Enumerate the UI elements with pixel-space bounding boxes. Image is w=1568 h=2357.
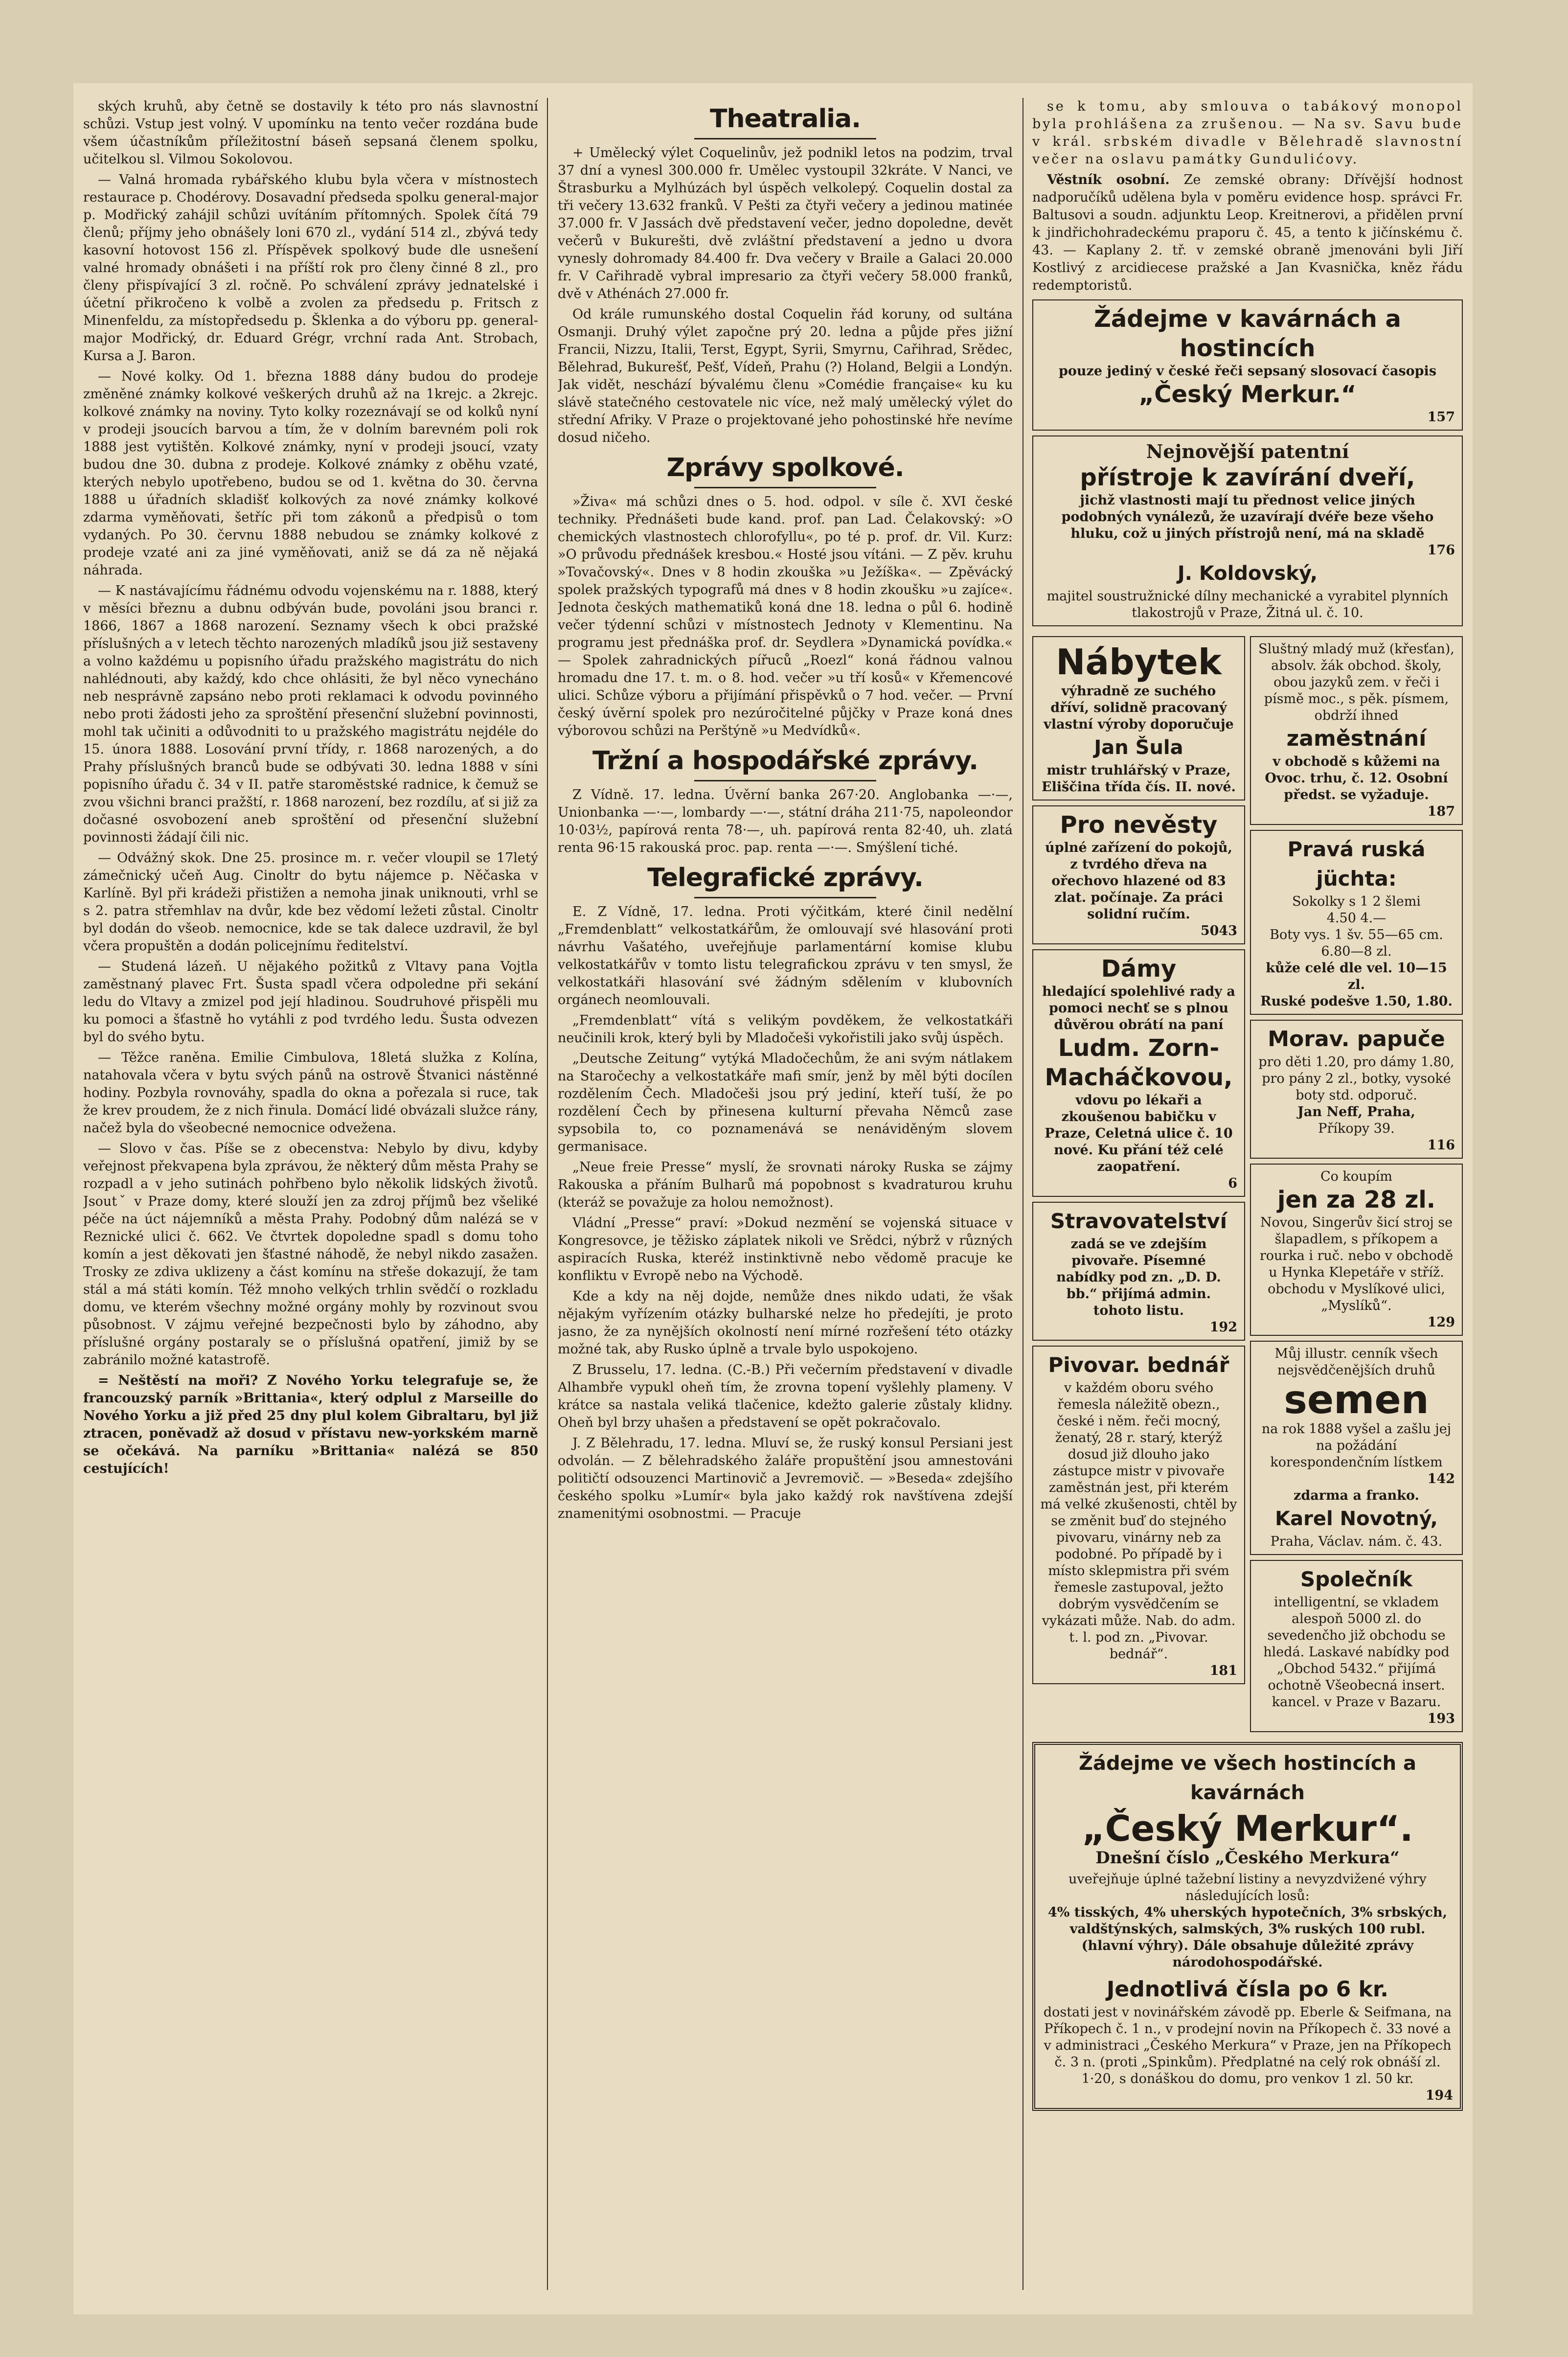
ad-number: 116 [1427, 1138, 1455, 1153]
ad-text: kůže celé dle vel. 10—15 zl. [1266, 961, 1447, 992]
ad-text: dostati jest v novinářském závodě pp. Eberle & Seifmana, na Příkopech č. 1 n., v prodejní novin na Příkopech č. 33 nové a v administraci „Českého Merkura“ v Praze, jen na Příkopech č. 3 n. (proti „Spinkům). Předplatné na celý rok obnáší zl. 1·20, s donáškou do domu, pro venkov 1 zl. 50 kr. [1043, 2005, 1452, 2086]
ad-number: 192 [1209, 1320, 1237, 1335]
ad-nabytek [1032, 636, 1245, 801]
ad-headline: Nejnovější patentní [1146, 440, 1349, 462]
ad-text: jichž vlastnosti mají tu přednost velice jiných podobných vynálezů, že uzavírají dvéře beze všeho hluku, což u jiných přístrojů není, má na skladě [1061, 493, 1434, 541]
article-paragraph: Kde a kdy na něj dojde, nemůže dnes nikdo udati, že však nějakým vyřízením otázky bulharské nelze ho předejíti, je proto jasno, že za nynějších okolností není mírné rozřešení této otázky možné tak, aby Rusko úplně a trvale bylo uspokojeno. [558, 1289, 1013, 1357]
ad-text: Novou, Singerův šicí stroj se šlapadlem, s příkopem a rourka i ruč. nebo v obchodě u Hynka Klepetáře v stříž. obchodu v Myslíkové ulici, „Myslíků“. [1259, 1215, 1454, 1313]
section-heading: Theatralia. [558, 102, 1013, 139]
ad-text: zdarma a franko. [1294, 1488, 1419, 1503]
ad-text: výhradně ze suchého dříví, solidně pracovaný vlastní výroby doporučuje [1044, 684, 1234, 732]
article-paragraph: — K nastávajícímu řádnému odvodu vojenskému na r. 1888, který v měsíci březnu a dubnu odbýván bude, povoláni jsou branci r. 1866, 1867 a 1868 narození. Seznamy všech k obci pražské příslušných a v letech těchto narozených mladíků jsou již sestaveny a volno každému u popisního úřadu pražského magistrátu do nich nahlédnouti, aby každý, kdo chce ohlásiti, že byl něco vynecháno neb nesprávně zapsáno nebo proti reklamaci k odvodu povinného nebo proti žádosti jeho za sproštění přesenční služební povinnosti, mohl tak učiniti a odůvodniti to u pražského magistrátu nejdéle do 15. února 1888. Losování první třídy, r. 1868 narozených, a do Prahy příslušných branců bude se odbývati 30. ledna 1888 v síni popisního úřadu č. 34 v II. patře staroměstské radnice, k čemuž se zvou všichni branci pražští, r. 1868 narození, bez rozdílu, ať si již za dočasné osvobození aneb sproštění od přesenční služební povinnosti žádají čili nic. [83, 583, 538, 845]
ad-juchta [1250, 830, 1463, 1015]
ad-big: zaměstnání [1286, 726, 1427, 751]
ad-text: pouze jediný v české řeči sepsaný slosovací časopis [1058, 364, 1437, 379]
ad-big: Morav. papuče [1268, 1027, 1445, 1052]
column-middle [558, 98, 1013, 2290]
ad-big: Nábytek [1056, 641, 1222, 683]
ad-number: 142 [1427, 1471, 1455, 1487]
article-paragraph: J. Z Bělehradu, 17. ledna. Mluví se, že ruský konsul Persiani jest odvolán. — Z bělehradského žaláře propuštění jsou amnestováni političtí odsouzenci Martinovič a Jevremovič. — »Beseda« zdejšího českého spolku »Lumír« byla jako každý rok navštívena zdejší znamenitými osobnostmi. — Pracuje [558, 1436, 1013, 1521]
vestnik-text: Ze zemské obrany: Dřívější hodnost nadporučíků udělena byla v poměru evidence hosp. správci Fr. Baltusovi a soudn. adjunktu Leop. Kreitnerovi, a přidělen první k jindřichohradeckému praporu č. 45, a tento k jičínskému č. 43. — Kaplany 2. tř. v zemské obraně jmenováni byli Jiří Kostlivý z arcidiecese pražské a Jan Kvasnička, kněz řádu redemptoristů. [1032, 172, 1463, 293]
section-heading: Tržní a hospodářské zprávy. [558, 744, 1013, 781]
ad-text: Sluštný mladý muž (křesťan), absolv. žák obchod. školy, obou jazyků zem. v řeči i písmě moc., s pěk. písmem, obdrží ihned [1258, 641, 1454, 723]
article-paragraph: Z Brusselu, 17. ledna. (C.-B.) Při večerním představení v divadle Alhambře vypukl oheň tím, že zrovna topení vyšlehly plameny. V krátce sa nastala veliká tlačenice, kdežto galerie zůstaly klidny. Oheň byl brzy uhašen a představení se opět pokračovalo. [558, 1362, 1013, 1430]
ad-big: přístroje k zavírání dveří, [1080, 464, 1415, 491]
ad-bednar [1032, 1346, 1245, 1684]
ad-number: 6 [1228, 1176, 1237, 1191]
ad-text: zadá se ve zdejším pivovaře. Písemné nabídky pod zn. „D. D. bb.“ přijímá admin. tohoto listu. [1056, 1236, 1221, 1318]
ad-nevesty [1032, 805, 1245, 944]
ad-name: J. Koldovský, [1177, 562, 1318, 585]
ad-text: pro děti 1.20, pro dámy 1.80, pro pány 2 zl., botky, vysoké boty std. odporuč. [1258, 1054, 1454, 1103]
article-paragraph: Z Vídně. 17. ledna. Úvěrní banka 267·20. Anglobanka —·—, Unionbanka —·—, lombardy —·—, státní dráha 211·75, napoleondor 10·03½, papírová renta 78·—, uh. papírová renta 82·40, uh. zlatá renta 96·15 rakouská proc. pap. renta —·—. Smýšlení tiché. [558, 787, 1013, 855]
ad-big: Pro nevěsty [1060, 811, 1218, 839]
ad-big: Dámy [1101, 955, 1177, 983]
article-paragraph: — Odvážný skok. Dne 25. prosince m. r. večer vloupil se 17letý zámečnický učeň Aug. Cinoltr do bytu nájemce p. Něčaska v Karlíně. Byl při krádeži přistižen a nemoha jinak uniknouti, vrhl se s 2. patra střemhlav na dvůr, kde bez vědomí ležeti zůstal. Cinoltr byl dodán do všeob. nemocnice, kde se tak dalece uzdravil, že byl včera propuštěn a dodán policejnímu ředitelství. [83, 850, 538, 954]
ad-big: semen [1284, 1377, 1429, 1422]
ad-spolecnik [1250, 1560, 1463, 1732]
newspaper-page [73, 83, 1473, 2314]
column-rule [547, 98, 548, 2290]
ad-number: 129 [1427, 1315, 1455, 1330]
ad-text: Můj illustr. cenník všech nejsvědčenějších druhů [1274, 1346, 1438, 1378]
ad-headline: Žádejme v kavárnách a hostincích [1094, 305, 1401, 362]
ad-name: Jan Šula [1094, 736, 1183, 759]
ad-text: uveřejňuje úplné tažební listiny a nevyzdvižené výhry následujících losů: [1068, 1872, 1427, 1903]
article-paragraph: Od krále rumunského dostal Coquelin řád koruny, od sultána Osmanji. Druhý výlet započne prý 20. ledna a půjde přes jižní Francii, Nizzu, Italii, Terst, Egypt, Syrii, Smyrnu, Cařihrad, Srědec, Bělehrad, Bukurešť, Pešť, Vídeň, Prahu (?) Holand, Belgii a Londýn. Jak vidět, neschází bývalému členu »Comédie française« ku ku slávě statečného cestovatele nic více, než malý umělecký výlet do střední Afriky. V Praze o projektované jeho pohostinské hře nevíme dosud ničeho. [558, 307, 1013, 445]
ad-big: Pravá ruská jüchta: [1287, 837, 1426, 891]
ad-big: jen za 28 zl. [1277, 1186, 1436, 1213]
ad-number: 187 [1427, 804, 1455, 819]
section-heading: Zprávy spolkové. [558, 451, 1013, 488]
article-paragraph: — Nové kolky. Od 1. března 1888 dány budou do prodeje změněné známky kolkové veškerých druhů až na 1krejc. a 2krejc. kolkové známky na noviny. Tyto kolky rozeznávají se od kolků nyní v prodeji jsoucích barvou a tím, že v dolním barevném poli rok 1888 jest vytištěn. Kolkové známky, nyní v prodeji jsoucí, vzaty budou dne 30. dubna z prodeje. Kolkové známky z oběhu vzaté, kterých nebylo upotřebeno, budou se od 1. května do 30. června 1888 u úřadních skladišť kolkových za nové známky kolkové zdarma vyměňovati, šetříc při tom zákonů a předpisů o tom vydaných. Po 30. červnu 1888 nebudou se známky kolkové z prodeje vzaté ani za jiné vyměňovati, aniž se dá za ně nějaká náhrada. [83, 369, 538, 578]
ad-door-closer [1032, 435, 1463, 626]
ad-damy [1032, 949, 1245, 1197]
ad-stravovatelstvi [1032, 1202, 1245, 1341]
ad-text: 4.50 4.— [1326, 911, 1386, 926]
ad-text: v každém oboru svého řemesla náležitě obezn., české i něm. řeči mocný, ženatý, 28 r. starý, kterýž dosud již dlouho jako zástupce mistr v pivovaře zaměstnán jest, při kterém má velké zkušenosti, chtěl by se změnit buď do stejného pivovaru, vinárny neb za podobné. Po případě by i místo sklepmistra při svém řemesle zastupoval, ježto dobrým vysvědčením se vykázati může. Nab. do adm. t. l. pod zn. „Pivovar. bednář“. [1040, 1380, 1237, 1662]
ad-text: v obchodě s kůžemi na Ovoc. trhu, č. 12. Osobní předst. se vyžaduje. [1265, 754, 1448, 802]
article-paragraph [1032, 171, 1463, 295]
article-paragraph: „Deutsche Zeitung“ vytýká Mladočechům, že ani svým nátlakem na Staročechy a velkostatkáře mafi smír, jenž by měl býti docílen rozdělením Čech. Mladočeši jsou prý jediní, kteří tuší, že po rozdělení Čech by přinesena kulturní převaha Němců zase sypsobila to, co poznamenává se nenáviděným slovem germanisace. [558, 1051, 1013, 1154]
article-paragraph: E. Z Vídně, 17. ledna. Proti výčitkám, které činil nedělní „Fremdenblatt“ velkostatkářům, že omlouvají své hlasování proti návrhu Vašatého, uveřejňuje parlamentární komise klubu velkostatkářův v tomto listu telegrafickou zprávu v ten smysl, že velkostatkáři hlasování své žádným sdělením v klubovních orgánech neomlouvali. [558, 904, 1013, 1007]
ad-name: „Český Merkur.“ [1138, 381, 1357, 408]
article-paragraph: „Neue freie Presse“ myslí, že srovnati nároky Ruska se zájmy Rakouska a přáním Bulharů má popobnost s kvadraturou kruhu (kteráž se považuje za holou nemožnost). [558, 1160, 1013, 1210]
ad-number: 193 [1427, 1711, 1455, 1726]
article-paragraph: ských kruhů, aby četně se dostavily k této pro nás slavnostní schůzi. Vstup jest volný. V upomínku na tento večer rozdána bude všem účastníkům příležitostní báseň sepsaná členem spolku, učitelkou sl. Vilmou Sokolovou. [83, 99, 538, 167]
column-left [83, 98, 538, 2290]
ad-cesky-merkur [1032, 299, 1463, 431]
ad-text: vdovu po lékaři a zkoušenou babičku v Praze, Celetná ulice č. 10 nové. Ku přání též celé zaopatření. [1045, 1093, 1233, 1174]
ad-name: Ludm. Zorn-Macháčkovou, [1045, 1034, 1233, 1091]
ad-number: 176 [1427, 543, 1455, 558]
article-paragraph: — Slovo v čas. Píše se z obecenstva: Nebylo by divu, kdyby veřejnost překvapena byla zprávou, že některý dům města Prahy se rozpadl a v jeho sutinách pohřbeno bylo několik lidských životů. Jsoutˇ v Praze domy, které slouží jen za zdroj příjmů bez všeliké péče na úct nájemníků a města Prahy. Podobný dům nalézá se v Reznické ulici č. 662. Ve čtvrtek dopoledne spadl s domu toho komín a jest děkovati jen šťastné náhodě, že nebyl nikdo zasažen. Trosky ze zdiva uklizeny a část komínu na střeše dokazují, že tam stál a má státi komín. Též mnoho velkých trhlin svědčí o rozkladu domu, ve kterém všechny možné orgány mohly by rozvinout svou působnost. V zájmu veřejné bezpečnosti bylo by záhodno, aby příslušné orgány postaraly se o příslušná opatření, jimiž by se zabránilo možné katastrofě. [83, 1141, 538, 1368]
ad-text: Co koupím [1320, 1169, 1393, 1184]
ad-text: intelligentní, se vkladem alespoň 5000 zl. do sevedenčho již obchodu se hledá. Laskavé nabídky pod „Obchod 5432.“ přijímá ochotně Všeobecná insert. kancel. v Praze v Bazaru. [1263, 1595, 1450, 1710]
ad-big: Společník [1300, 1567, 1413, 1591]
ad-grid [1032, 631, 1463, 1737]
article-paragraph: »Živa« má schůzi dnes o 5. hod. odpol. v síle č. XVI české techniky. Přednášeti bude kand. prof. pan Lad. Čelakovský: »O chemických vlastnostech chlorofyllu«, po té p. prof. dr. Vil. Kurz: »O průvodu přednášek kresbou.« Hosté jsou vítáni. — Z pěv. kruhu »Tovačovský«. Dnes v 8 hodin zkouška »u Ježíška«. — Zpěvácký spolek pražských typografů má dnes v 8 hodin zkoušku »u zajíce«. Jednota českých mathematiků koná dne 18. ledna o půl 6. hodině večer týdenní schůzi v místnostech Jednoty v Klementinu. Na programu jest přednáška prof. dr. Seydlera »Dynamická povídka.« — Spolek zahradnických pířuců „Roezl“ koná řádnou valnou hromadu dne 17. t. m. o 8. hod. večer »u tří kosů« v Křemencové ulici. Schůze výboru a přijímání přispěvků o 7 hod. večer. — První český úvěrní spolek pro nezúročitelné půjčky v Praze koná dnes výborovou schůzi na Perštýně »u Medvídků«. [558, 494, 1013, 738]
ad-big: Stravovatelství [1050, 1209, 1227, 1233]
ad-name: Karel Novotný, [1275, 1508, 1438, 1530]
ad-text: Sokolky s 1 2 šlemi [1292, 894, 1421, 909]
ad-singer [1250, 1164, 1463, 1336]
ad-text: hledající spolehlivé rady a pomoci nechť se s plnou důvěrou obrátí na paní [1042, 984, 1235, 1032]
ad-big: Pivovar. bednář [1048, 1353, 1229, 1377]
article-paragraph: — Studená lázeň. U nějakého požitků z Vltavy pana Vojtla zaměstnaný plavec Frt. Šusta spadl včera odpoledne při sekání ledu do Vltavy a zmizel pod její hladinou. Soudruhové přispěli mu ku pomoci a šťastně ho vytáhli z pod tvrdého ledu. Šusta odvezen byl do svého bytu. [83, 959, 538, 1045]
ad-number: 157 [1427, 410, 1455, 425]
column-right [1032, 98, 1463, 2290]
ad-column-right [1250, 631, 1463, 1737]
ad-number: 194 [1425, 2088, 1453, 2103]
ad-zamestnani [1250, 636, 1463, 825]
ad-text: Praha, Václav. nám. č. 43. [1270, 1534, 1443, 1549]
article-paragraph: — Těžce raněna. Emilie Cimbulova, 18letá služka z Kolína, natahovala včera v bytu svých pánů na ostrově Štvanici nástěnné hodiny. Pozbyla rovnováhy, spadla do okna a pořezala si ruce, tak že krev proudem, že z nich řinula. Domácí lidé obvázali služce rány, načež byla do všeobecné nemocnice odvežena. [83, 1050, 538, 1136]
article-paragraph: Vládní „Presse“ praví: »Dokud nezmění se vojenská situace v Kongresovce, je těžisko záplatek nikoli ve Srědci, nýbrž v různých aspiracích Ruska, kteréž instinktivně nebo vědomě pracuje ke konfliktu v Evropě nebo na Východě. [558, 1215, 1013, 1283]
ad-text: úplné zařízení do pokojů, z tvrdého dřeva na ořechovo hlazené od 83 zlat. počínaje. Za práci solidní ručím. [1045, 840, 1232, 922]
ad-number: 5043 [1200, 923, 1237, 938]
article-paragraph: + Umělecký výlet Coquelinův, jež podnikl letos na podzim, trval 37 dní a vynesl 300.000 fr. Umělec vystoupil 32kráte. V Nanci, ve Štrasburku a Mylhúzách byl úspěch velkolepý. Coquelin dostal za tři večery 13.632 franků. V Pešti za čtyři večery a jedinou matinée 37.000 fr. V Jassách dvě představení večer, jedno dopoledne, devět večerů v Bukurešti, dvě zvláštní představení a jedno u dvora vynesly dohromady 84.400 fr. Dva večery v Braile a Galaci 20.000 fr. V Cařihradě vybral impresario za čtyři večery 58.000 franků, dvě v Athénách 27.000 fr. [558, 145, 1013, 301]
ad-text: Dnešní číslo „Českého Merkura“ [1095, 1848, 1400, 1868]
article-paragraph: se k tomu, aby smlouva o tabákový monopol byla prohlášena za zrušenou. — Na sv. Savu bude v král. srbském divadle v Bělehradě slavnostní večer na oslavu památky Gundulićovy. [1032, 99, 1463, 167]
ad-text: mistr truhlářský v Praze, Eliščina třída čís. II. nové. [1042, 763, 1236, 795]
ad-big: „Český Merkur“. [1082, 1808, 1413, 1849]
ad-text: Ruské podešve 1.50, 1.80. [1260, 994, 1453, 1009]
ad-big: Jednotlivá čísla po 6 kr. [1107, 1977, 1388, 2002]
article-paragraph: = Neštěstí na moři? Z Nového Yorku telegrafuje se, že francouzský parník »Brittania«, který odplul z Marseille do Nového Yorku a již před 25 dny plul kolem Gibraltaru, byl již ztracen, poněvadž až dosud v přístavu new-yorkském marně se očekává. Na parníku »Brittania« nalézá se 850 cestujících! [83, 1373, 538, 1476]
ad-text: majitel soustružnické dílny mechanické a vyrabitel plynních tlakostrojů v Praze, Žitná ul. č. 10. [1046, 589, 1449, 620]
ad-text: na rok 1888 vyšel a zašlu jej na požádání korespondenčním lístkem [1261, 1421, 1452, 1470]
ad-papuce [1250, 1020, 1463, 1159]
ad-name: Jan Neff, Praha, [1297, 1104, 1415, 1120]
ad-merkur-bottom [1032, 1742, 1463, 2111]
section-heading: Telegrafické zprávy. [558, 861, 1013, 898]
ad-text: 4% tisských, 4% uherských hypotečních, 3% srbských, valdštýnských, salmských, 3% ruských 100 rubl. (hlavní výhry). Dále obsahuje důležité zprávy národohospodářské. [1047, 1905, 1448, 1970]
ad-text: Příkopy 39. [1318, 1121, 1395, 1136]
ad-headline: Žádejme ve všech hostincích a kavárnách [1078, 1752, 1417, 1804]
ad-column-left [1032, 631, 1245, 1737]
ad-number: 181 [1209, 1663, 1237, 1678]
ad-text: 6.80—8 zl. [1321, 944, 1392, 959]
ad-semen [1250, 1341, 1463, 1555]
article-paragraph: „Fremdenblatt“ vítá s velikým povděkem, že velkostatkáři neučinili krok, který byli by Mladočeši vykořistili jako svůj úspěch. [558, 1013, 1013, 1046]
vestnik-label: Věstník osobní. [1047, 172, 1170, 187]
ad-text: Boty vys. 1 šv. 55—65 cm. [1270, 927, 1443, 942]
article-paragraph: — Valná hromada rybářského klubu byla včera v místnostech restaurace p. Chodérovy. Dosavadní předseda spolku general-major p. Modřický zahájil schůzi uvítáním přítomných. Spolek čítá 79 členů; příjmy jeho obnášely loni 670 zl., vydání 514 zl., zbývá tedy kasovní hotovost 156 zl. Příspěvek spolkový bude dle usnešení valné hromady obnášeti i na příští rok pro členy činné 8 zl., pro členy přispívající 3 zl. ročně. Po schválení zprávy jednatelské i účetní přikročeno k volbě a zvolen za předsedu p. Fritsch z Minenfeldu, za místopředsedu p. Šklenka a do výboru pp. general-major Modřický, dr. Eduard Grégr, vrchní rada Ant. Strobach, Kursa a J. Baron. [83, 172, 538, 364]
